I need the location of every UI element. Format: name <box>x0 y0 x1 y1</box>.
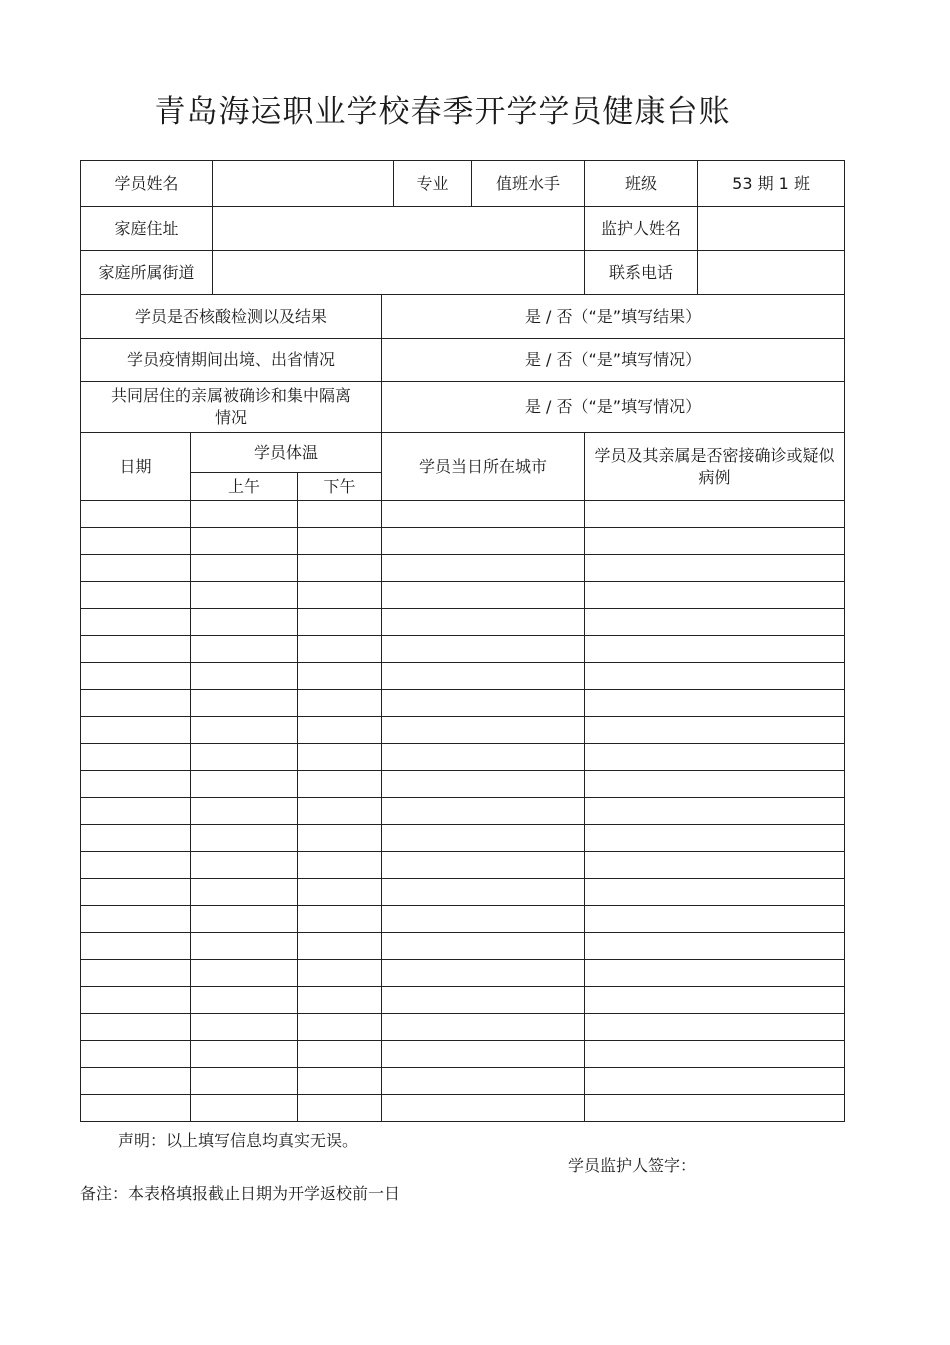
afternoon-temp-cell[interactable] <box>298 933 382 960</box>
city-cell[interactable] <box>382 501 585 528</box>
date-cell[interactable] <box>81 582 191 609</box>
log-row <box>81 555 845 582</box>
city-cell[interactable] <box>382 987 585 1014</box>
log-row <box>81 1014 845 1041</box>
class-label: 班级 <box>585 161 698 207</box>
date-cell[interactable] <box>81 528 191 555</box>
morning-temp-cell[interactable] <box>191 987 298 1014</box>
morning-temp-cell[interactable] <box>191 690 298 717</box>
afternoon-temp-cell[interactable] <box>298 906 382 933</box>
morning-temp-cell[interactable] <box>191 798 298 825</box>
contact-case-cell[interactable] <box>585 690 845 717</box>
date-cell[interactable] <box>81 879 191 906</box>
contact-case-cell[interactable] <box>585 933 845 960</box>
log-row <box>81 609 845 636</box>
city-cell[interactable] <box>382 663 585 690</box>
contact-case-cell[interactable] <box>585 1068 845 1095</box>
afternoon-temp-cell[interactable] <box>298 582 382 609</box>
morning-temp-cell[interactable] <box>191 1041 298 1068</box>
city-cell[interactable] <box>382 528 585 555</box>
date-cell[interactable] <box>81 609 191 636</box>
morning-temp-cell[interactable] <box>191 717 298 744</box>
log-row <box>81 1095 845 1122</box>
morning-temp-cell[interactable] <box>191 528 298 555</box>
afternoon-temp-cell[interactable] <box>298 690 382 717</box>
afternoon-temp-cell[interactable] <box>298 825 382 852</box>
morning-temp-cell[interactable] <box>191 744 298 771</box>
city-cell[interactable] <box>382 1041 585 1068</box>
date-cell[interactable] <box>81 1095 191 1122</box>
remark-text: 备注：本表格填报截止日期为开学返校前一日 <box>80 1184 401 1203</box>
contact-case-cell[interactable] <box>585 528 845 555</box>
afternoon-temp-cell[interactable] <box>298 1014 382 1041</box>
contact-case-cell[interactable] <box>585 717 845 744</box>
contact-case-cell[interactable] <box>585 852 845 879</box>
contact-case-cell[interactable] <box>585 906 845 933</box>
date-cell[interactable] <box>81 636 191 663</box>
log-row <box>81 852 845 879</box>
question-answer[interactable]: 是 / 否（“是”填写情况） <box>382 339 845 382</box>
date-cell[interactable] <box>81 798 191 825</box>
contact-case-cell[interactable] <box>585 636 845 663</box>
question-label: 学员是否核酸检测以及结果 <box>81 295 382 339</box>
date-cell[interactable] <box>81 825 191 852</box>
contact-case-header: 学员及其亲属是否密接确诊或疑似病例 <box>585 433 845 501</box>
city-cell[interactable] <box>382 798 585 825</box>
morning-temp-cell[interactable] <box>191 582 298 609</box>
street-label: 家庭所属街道 <box>81 251 213 295</box>
contact-case-cell[interactable] <box>585 501 845 528</box>
afternoon-temp-cell[interactable] <box>298 744 382 771</box>
log-row <box>81 1041 845 1068</box>
contact-case-cell[interactable] <box>585 582 845 609</box>
morning-temp-cell[interactable] <box>191 555 298 582</box>
log-row <box>81 987 845 1014</box>
log-row <box>81 879 845 906</box>
date-cell[interactable] <box>81 960 191 987</box>
afternoon-temp-cell[interactable] <box>298 555 382 582</box>
log-row <box>81 744 845 771</box>
contact-case-cell[interactable] <box>585 609 845 636</box>
city-cell[interactable] <box>382 609 585 636</box>
date-cell[interactable] <box>81 1041 191 1068</box>
morning-temp-cell[interactable] <box>191 960 298 987</box>
date-cell[interactable] <box>81 1068 191 1095</box>
morning-temp-cell[interactable] <box>191 906 298 933</box>
morning-temp-cell[interactable] <box>191 852 298 879</box>
contact-case-cell[interactable] <box>585 1014 845 1041</box>
morning-temp-cell[interactable] <box>191 1014 298 1041</box>
date-cell[interactable] <box>81 933 191 960</box>
log-row <box>81 528 845 555</box>
health-ledger-table <box>80 160 845 1122</box>
morning-temp-cell[interactable] <box>191 1068 298 1095</box>
log-row <box>81 798 845 825</box>
afternoon-temp-cell[interactable] <box>298 1095 382 1122</box>
date-cell[interactable] <box>81 852 191 879</box>
city-cell[interactable] <box>382 852 585 879</box>
log-rows <box>81 501 845 1122</box>
morning-temp-cell[interactable] <box>191 771 298 798</box>
date-cell[interactable] <box>81 717 191 744</box>
city-header: 学员当日所在城市 <box>382 433 585 501</box>
date-cell[interactable] <box>81 744 191 771</box>
afternoon-temp-cell[interactable] <box>298 879 382 906</box>
afternoon-temp-cell[interactable] <box>298 852 382 879</box>
log-row <box>81 825 845 852</box>
log-row <box>81 771 845 798</box>
morning-temp-cell[interactable] <box>191 879 298 906</box>
morning-header: 上午 <box>191 473 298 501</box>
city-cell[interactable] <box>382 906 585 933</box>
afternoon-temp-cell[interactable] <box>298 663 382 690</box>
student-name-field[interactable] <box>213 161 394 207</box>
log-row <box>81 933 845 960</box>
question-answer[interactable]: 是 / 否（“是”填写情况） <box>382 382 845 433</box>
log-row <box>81 1068 845 1095</box>
contact-case-cell[interactable] <box>585 960 845 987</box>
afternoon-temp-cell[interactable] <box>298 798 382 825</box>
afternoon-temp-cell[interactable] <box>298 960 382 987</box>
morning-temp-cell[interactable] <box>191 933 298 960</box>
afternoon-temp-cell[interactable] <box>298 1068 382 1095</box>
log-row <box>81 582 845 609</box>
log-row <box>81 906 845 933</box>
city-cell[interactable] <box>382 1095 585 1122</box>
morning-temp-cell[interactable] <box>191 1095 298 1122</box>
temperature-header: 学员体温 <box>191 433 382 473</box>
contact-case-cell[interactable] <box>585 744 845 771</box>
contact-case-cell[interactable] <box>585 555 845 582</box>
afternoon-temp-cell[interactable] <box>298 987 382 1014</box>
address-label: 家庭住址 <box>81 207 213 251</box>
date-header: 日期 <box>81 433 191 501</box>
afternoon-temp-cell[interactable] <box>298 717 382 744</box>
contact-case-cell[interactable] <box>585 798 845 825</box>
city-cell[interactable] <box>382 1068 585 1095</box>
date-cell[interactable] <box>81 1014 191 1041</box>
afternoon-temp-cell[interactable] <box>298 636 382 663</box>
city-cell[interactable] <box>382 825 585 852</box>
declaration-text: 声明：以上填写信息均真实无误。 <box>118 1131 359 1150</box>
date-cell[interactable] <box>81 771 191 798</box>
city-cell[interactable] <box>382 744 585 771</box>
contact-case-cell[interactable] <box>585 771 845 798</box>
contact-case-cell[interactable] <box>585 987 845 1014</box>
date-cell[interactable] <box>81 690 191 717</box>
city-cell[interactable] <box>382 960 585 987</box>
date-cell[interactable] <box>81 501 191 528</box>
guardian-name-field[interactable] <box>698 207 845 251</box>
city-cell[interactable] <box>382 1014 585 1041</box>
phone-field[interactable] <box>698 251 845 295</box>
major-value: 值班水手 <box>472 161 585 207</box>
morning-temp-cell[interactable] <box>191 636 298 663</box>
city-cell[interactable] <box>382 582 585 609</box>
city-cell[interactable] <box>382 555 585 582</box>
guardian-name-label: 监护人姓名 <box>585 207 698 251</box>
phone-label: 联系电话 <box>585 251 698 295</box>
afternoon-temp-cell[interactable] <box>298 609 382 636</box>
city-cell[interactable] <box>382 636 585 663</box>
contact-case-cell[interactable] <box>585 1041 845 1068</box>
student-name-label: 学员姓名 <box>81 161 213 207</box>
city-cell[interactable] <box>382 933 585 960</box>
contact-case-cell[interactable] <box>585 879 845 906</box>
morning-temp-cell[interactable] <box>191 663 298 690</box>
log-row <box>81 663 845 690</box>
question-label: 共同居住的亲属被确诊和集中隔离情况 <box>81 382 382 433</box>
log-row <box>81 636 845 663</box>
date-cell[interactable] <box>81 987 191 1014</box>
major-label: 专业 <box>394 161 472 207</box>
afternoon-temp-cell[interactable] <box>298 771 382 798</box>
date-cell[interactable] <box>81 555 191 582</box>
city-cell[interactable] <box>382 879 585 906</box>
log-row <box>81 501 845 528</box>
afternoon-temp-cell[interactable] <box>298 1041 382 1068</box>
question-label: 学员疫情期间出境、出省情况 <box>81 339 382 382</box>
date-cell[interactable] <box>81 663 191 690</box>
guardian-signature-label: 学员监护人签字： <box>568 1156 697 1175</box>
log-row <box>81 960 845 987</box>
city-cell[interactable] <box>382 771 585 798</box>
afternoon-temp-cell[interactable] <box>298 528 382 555</box>
afternoon-temp-cell[interactable] <box>298 501 382 528</box>
class-value: 53 期 1 班 <box>698 161 845 207</box>
form-title: 青岛海运职业学校春季开学学员健康台账 <box>154 94 731 130</box>
morning-temp-cell[interactable] <box>191 501 298 528</box>
date-cell[interactable] <box>81 906 191 933</box>
contact-case-cell[interactable] <box>585 1095 845 1122</box>
morning-temp-cell[interactable] <box>191 825 298 852</box>
contact-case-cell[interactable] <box>585 663 845 690</box>
question-answer[interactable]: 是 / 否（“是”填写结果） <box>382 295 845 339</box>
address-field[interactable] <box>213 207 585 251</box>
afternoon-header: 下午 <box>298 473 382 501</box>
log-row <box>81 717 845 744</box>
morning-temp-cell[interactable] <box>191 609 298 636</box>
street-field[interactable] <box>213 251 585 295</box>
city-cell[interactable] <box>382 690 585 717</box>
log-row <box>81 690 845 717</box>
city-cell[interactable] <box>382 717 585 744</box>
contact-case-cell[interactable] <box>585 825 845 852</box>
